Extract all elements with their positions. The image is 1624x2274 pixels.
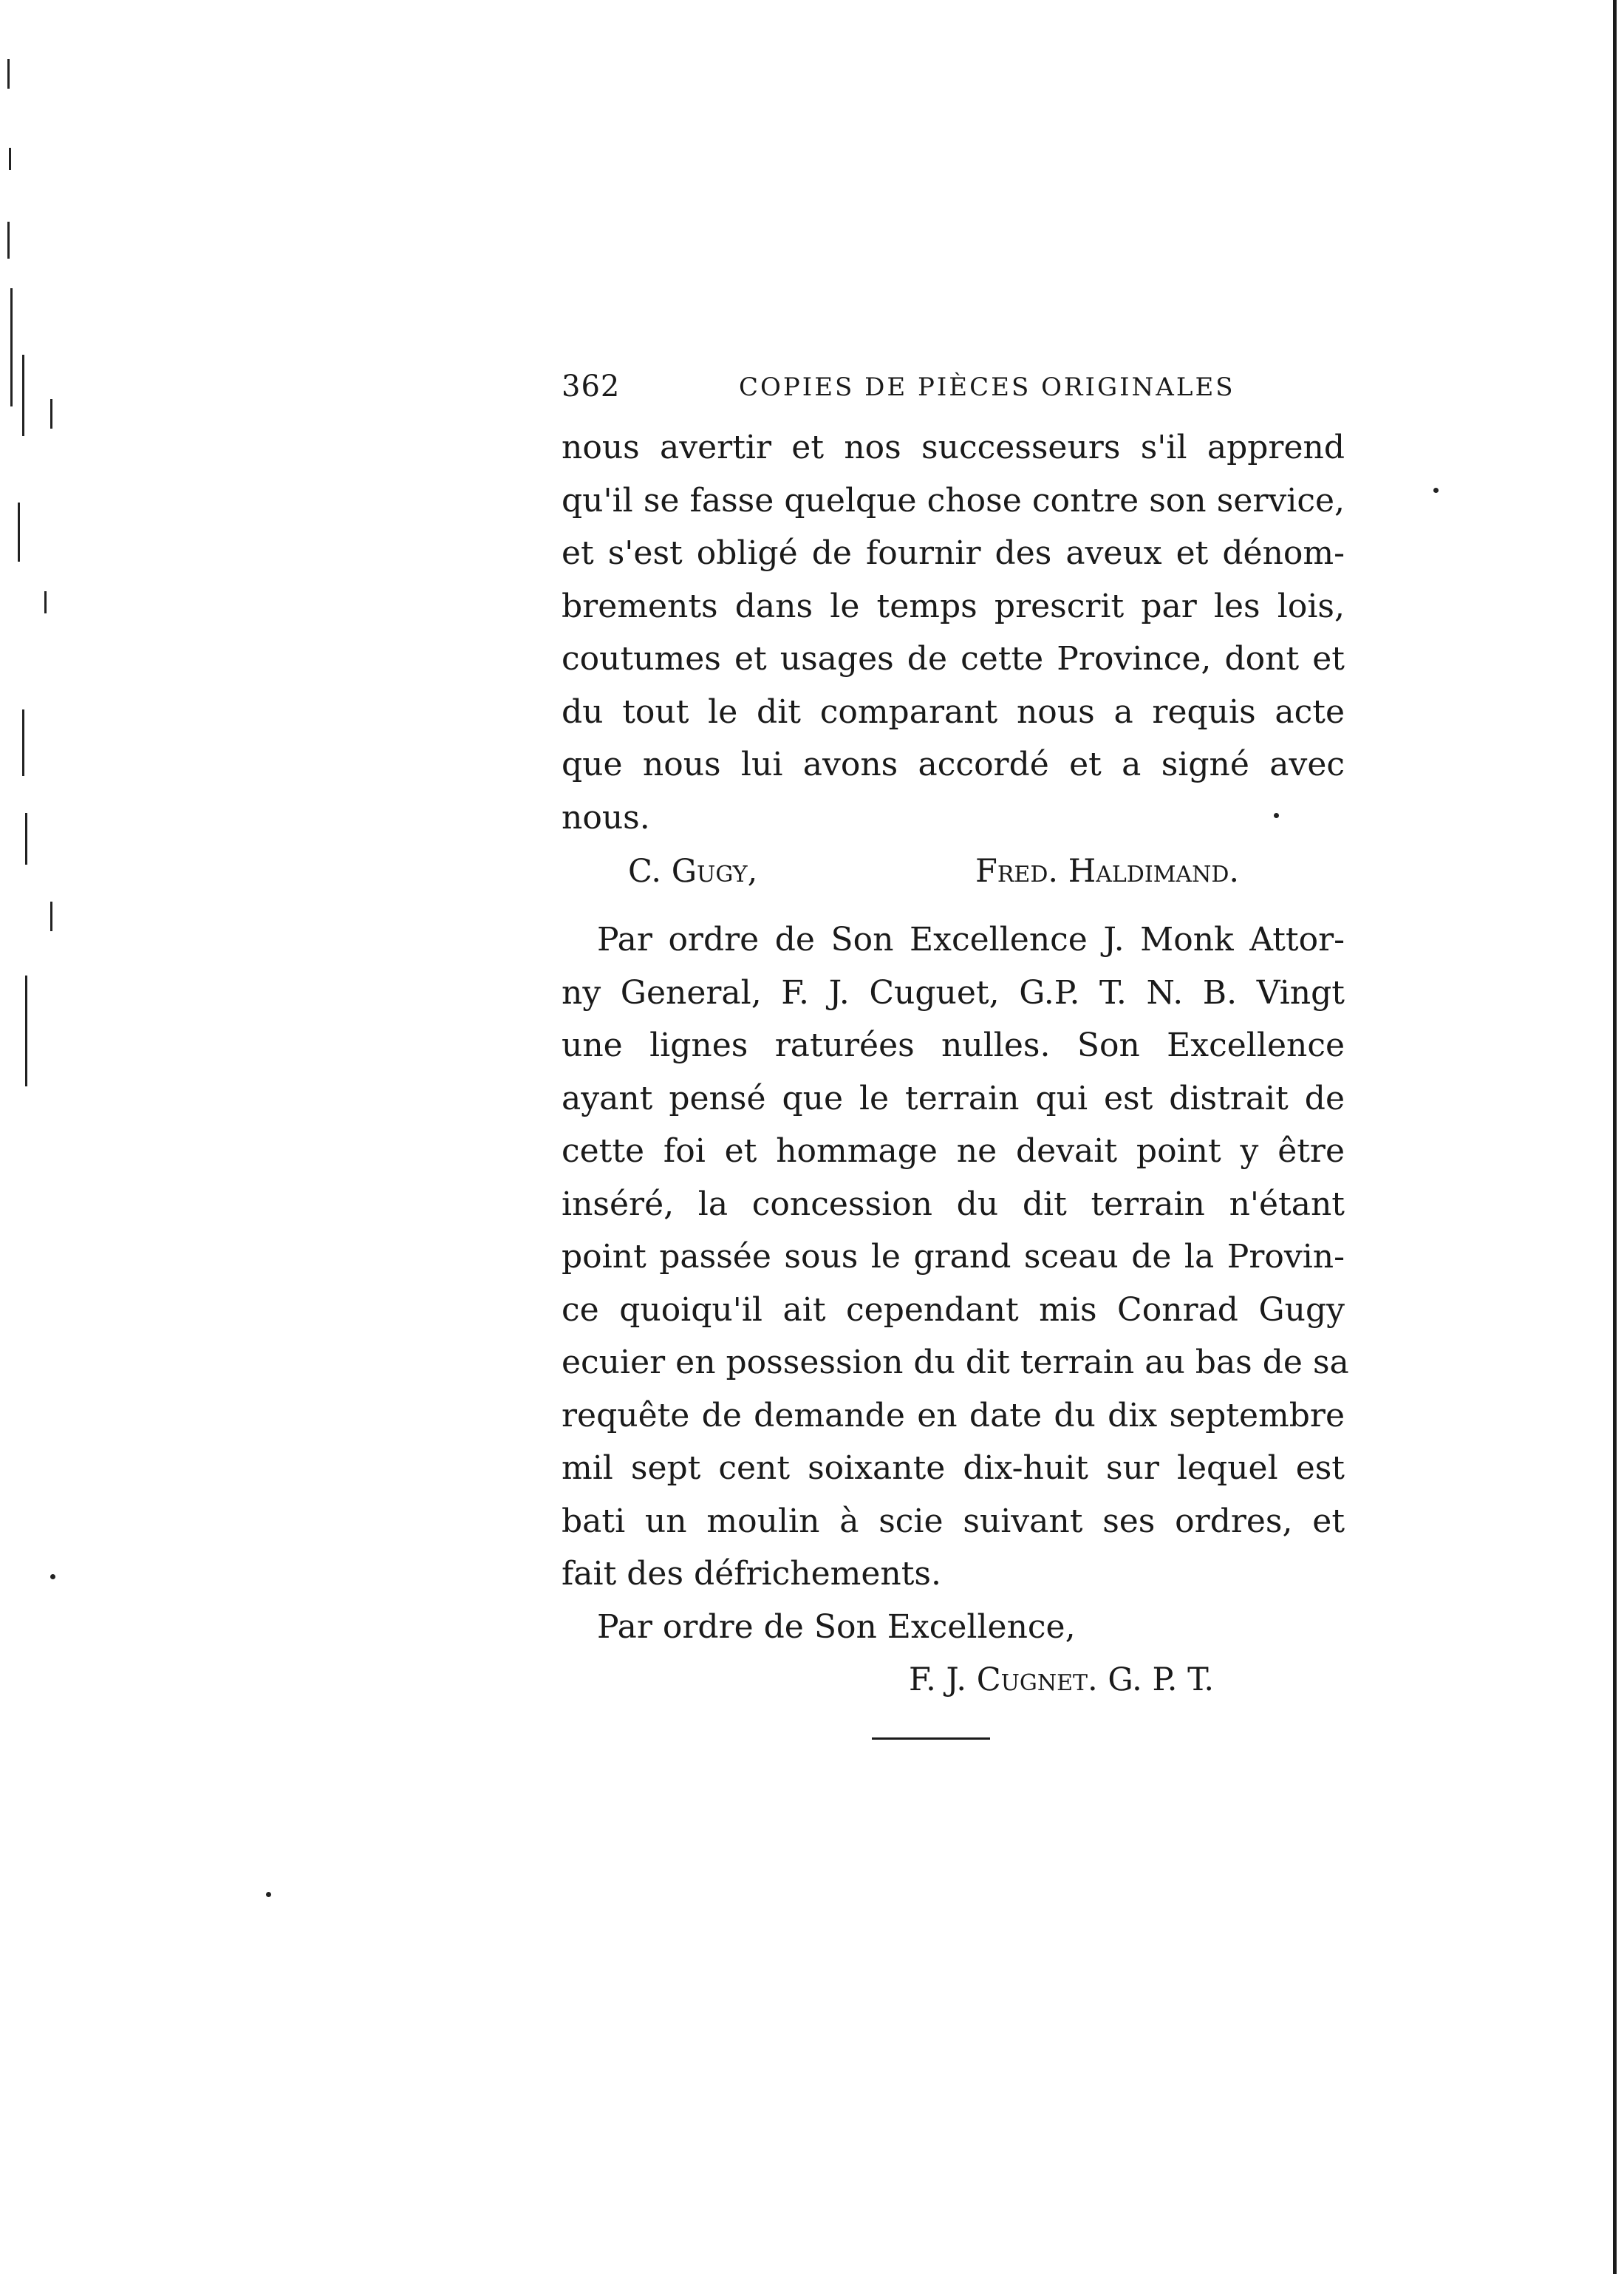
text-line: point passée sous le grand sceau de la Provin- (562, 1238, 1345, 1276)
running-head: COPIES DE PIÈCES ORIGINALES (739, 372, 1235, 402)
text-line: ecuier en possession du dit terrain au bas de sa (562, 1344, 1349, 1381)
scan-speck (50, 1574, 55, 1579)
text-line: fait des défrichements. (562, 1555, 941, 1593)
text-line: coutumes et usages de cette Province, dont et (562, 640, 1345, 678)
page-number: 362 (562, 370, 621, 404)
book-page (562, 370, 1349, 1740)
text-line: ny General, F. J. Cuguet, G.P. T. N. B. Vingt (562, 973, 1345, 1012)
text-line: du tout le dit comparant nous a requis acte (562, 692, 1345, 731)
text-line: nous. (562, 798, 650, 837)
text-line: bati un moulin à scie suivant ses ordres, et (562, 1502, 1345, 1540)
text-line: brements dans le temps prescrit par les lois, (562, 587, 1345, 625)
text-line: et s'est obligé de fournir des aveux et dénom- (562, 534, 1345, 572)
signature-row (562, 844, 1345, 897)
text-line: que nous lui avons accordé et a signé avec (562, 746, 1345, 783)
scan-speck (266, 1892, 271, 1897)
signature-haldimand: Fred. Haldimand. (975, 853, 1240, 890)
text-line: mil sept cent soixante dix-huit sur lequel est (562, 1449, 1345, 1487)
text-line: ayant pensé que le terrain qui est distrait de (562, 1079, 1345, 1117)
scan-speck (1433, 488, 1439, 493)
text-line: nous avertir et nos successeurs s'il apprend (562, 429, 1345, 466)
text-line: cette foi et hommage ne devait point y être (562, 1132, 1345, 1170)
scan-edge-right (1594, 0, 1624, 2274)
signature-cugnet: F. J. Cugnet. G. P. T. (909, 1661, 1215, 1698)
text-line: ce quoiqu'il ait cependant mis Conrad Gugy (562, 1290, 1345, 1329)
section-rule (872, 1737, 990, 1740)
text-line: inséré, la concession du dit terrain n'étant (562, 1185, 1345, 1223)
closing-line: Par ordre de Son Excellence, (597, 1607, 1076, 1646)
scan-edge-left (0, 44, 66, 1153)
paragraph-1 (562, 421, 1345, 844)
text-line: Par ordre de Son Excellence J. Monk Attor- (597, 921, 1345, 959)
page-header (562, 370, 1345, 421)
text-line: requête de demande en date du dix septembre (562, 1396, 1345, 1434)
text-line: une lignes raturées nulles. Son Excellence (562, 1027, 1345, 1064)
signature-gugy: C. Gugy, (628, 853, 758, 890)
paragraph-2 (562, 913, 1349, 1653)
text-line: qu'il se fasse quelque chose contre son service, (562, 481, 1345, 520)
